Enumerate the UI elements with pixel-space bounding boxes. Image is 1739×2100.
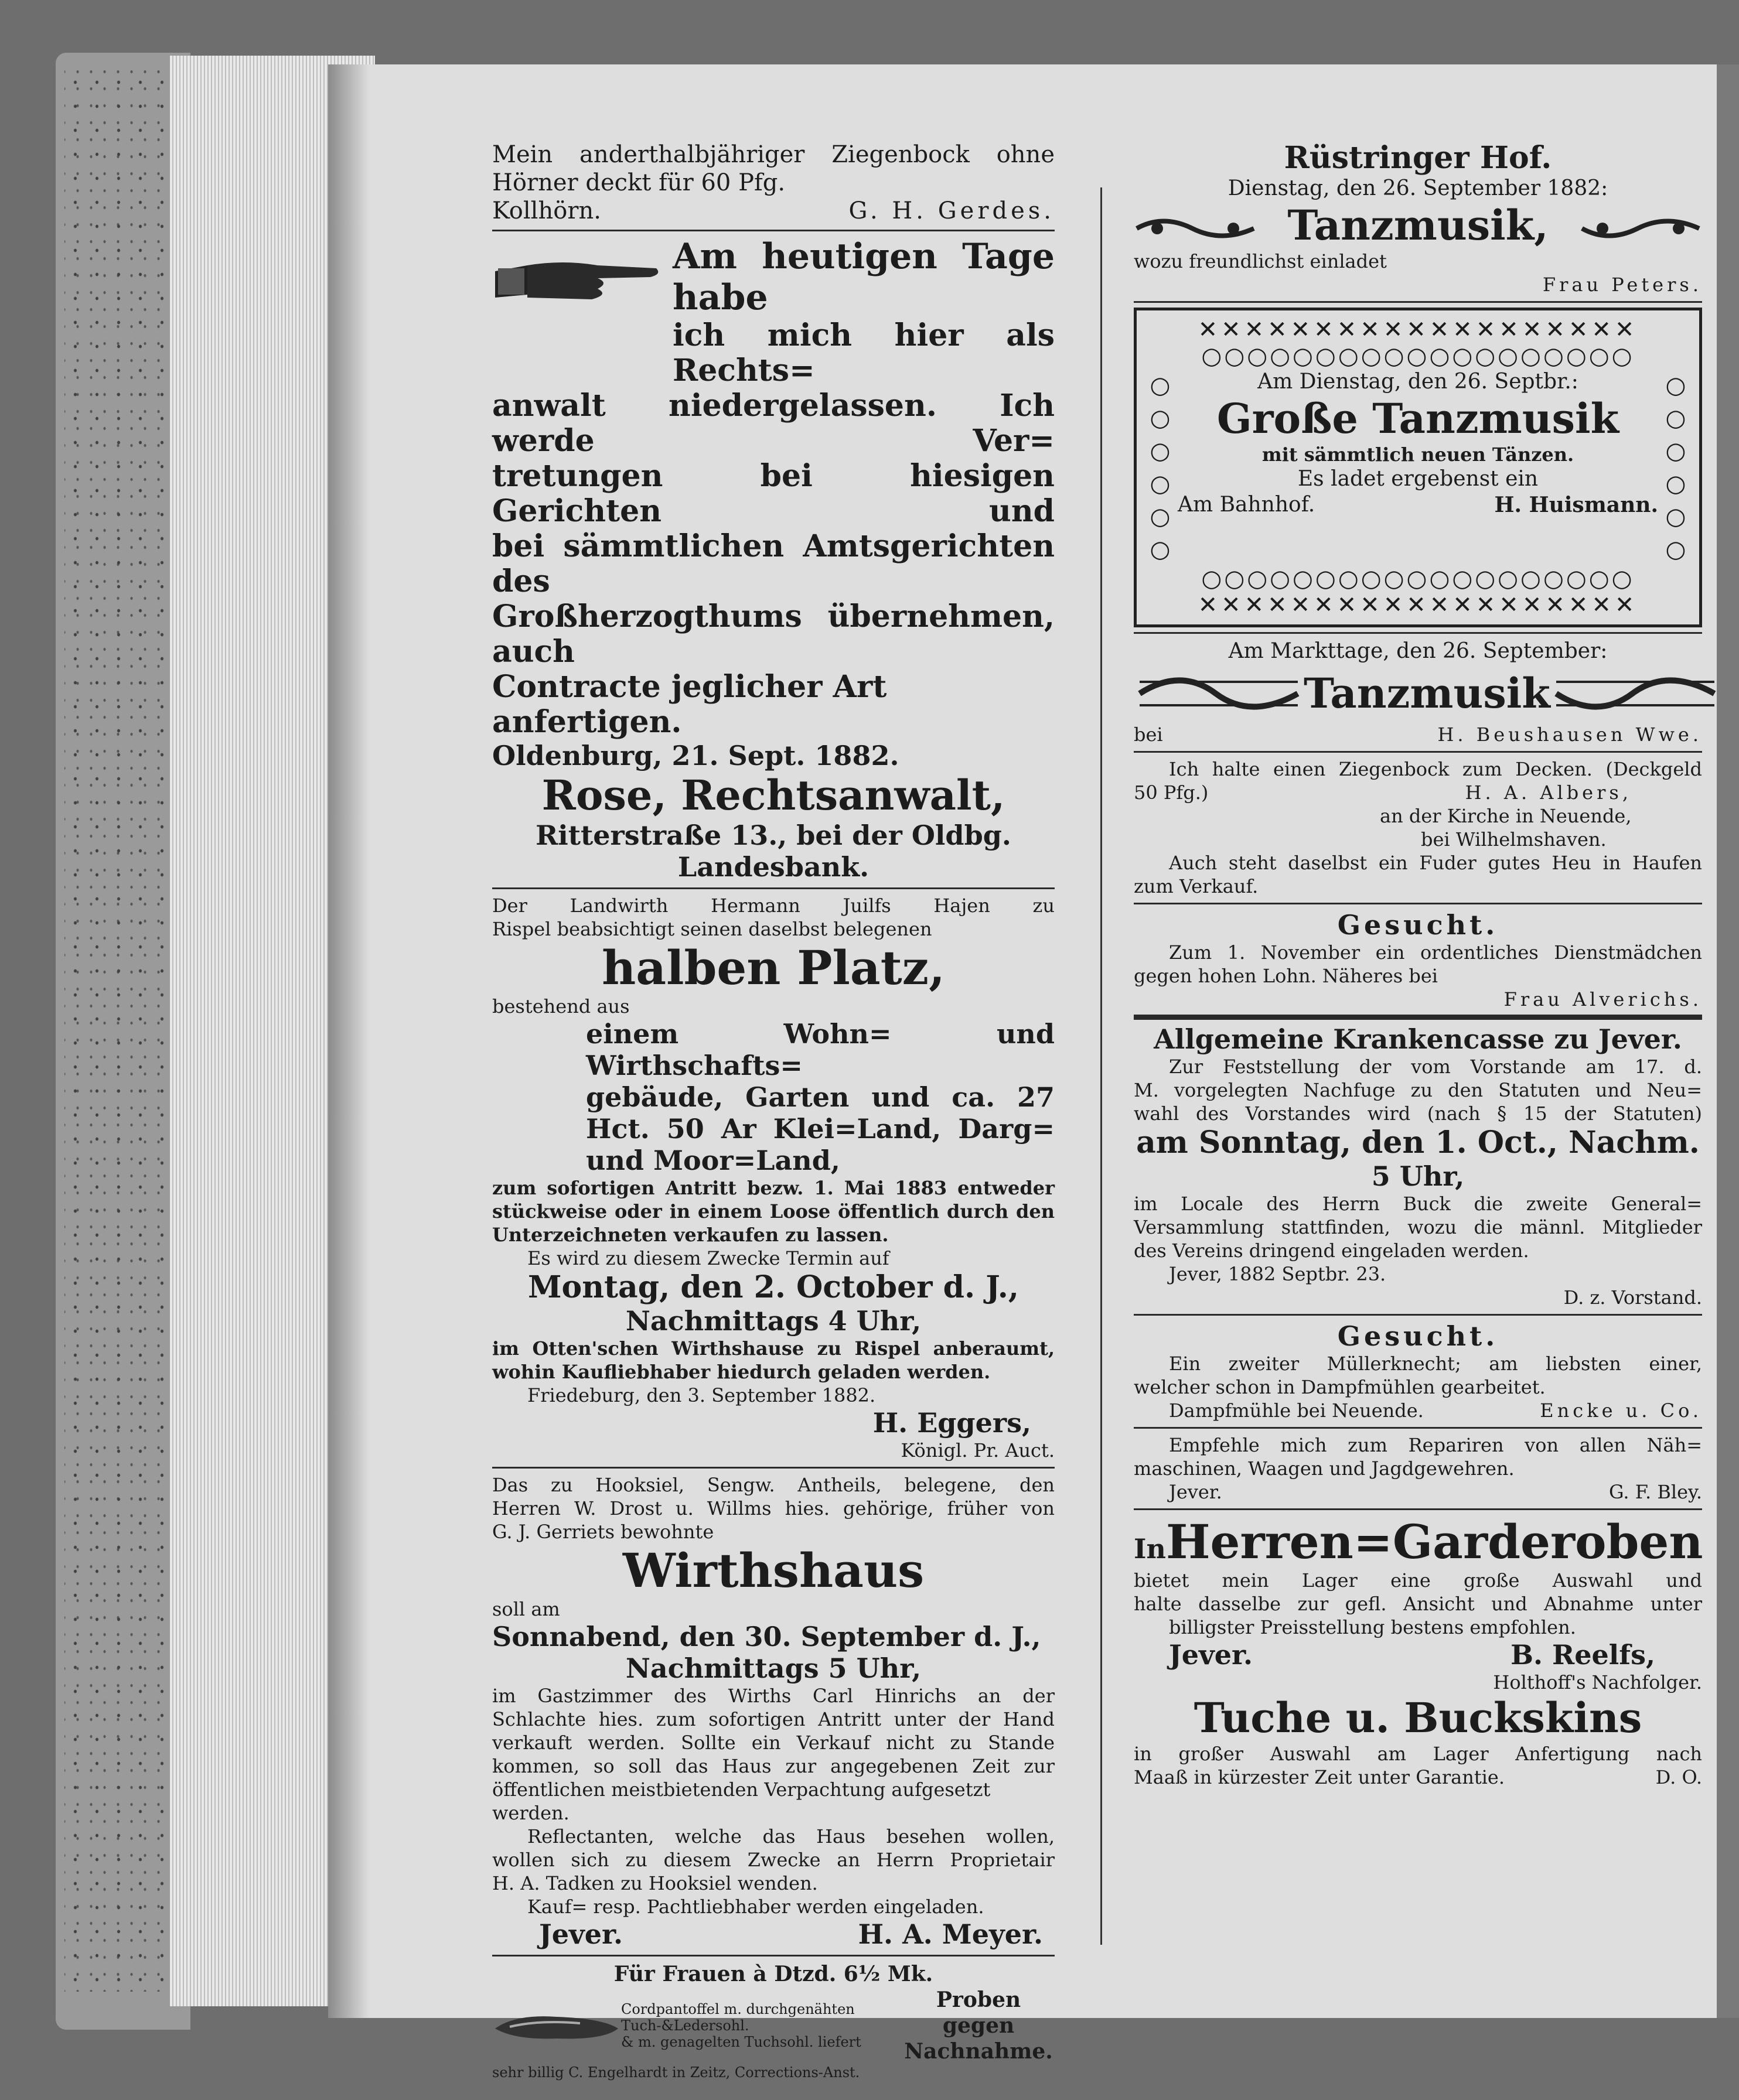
garderobe-l1: bietet mein Lager eine große Auswahl und (1134, 1569, 1702, 1592)
gesucht2-place: Dampfmühle bei Neuende. (1169, 1399, 1424, 1422)
tuche-signer: D. O. (1655, 1766, 1702, 1788)
tuche-ad (1134, 1694, 1702, 1789)
marbled-edge (64, 70, 182, 1992)
gesucht2-l1: Ein zweiter Müllerknecht; am liebsten einer, (1169, 1353, 1702, 1375)
lawyer-ad-l7: Contracte jeglicher Art anfertigen. (492, 669, 887, 740)
framed-place: Am Bahnhof. (1178, 493, 1315, 517)
bley-place: Jever. (1169, 1481, 1222, 1503)
gesucht1-ad (1134, 909, 1702, 1011)
divider (1134, 903, 1702, 904)
divider (1134, 751, 1702, 753)
inn-ad-l12: Reflectanten, welche das Haus besehen wollen, (527, 1825, 1055, 1848)
framed-title: Große Tanzmusik (1216, 394, 1619, 443)
inn-ad-l1: Das zu Hooksiel, Sengw. Antheils, belegene, den (492, 1474, 1055, 1496)
garderobe-ad (1134, 1515, 1702, 1694)
garderobe-head (1134, 1515, 1702, 1569)
markt-bei: bei (1134, 723, 1163, 746)
goat2-l2: 50 Pfg.) (1134, 781, 1209, 804)
lawyer-ad-l5: bei sämmtlichen Amtsgerichten des (492, 528, 1055, 599)
sale-ad-l4: einem Wohn= und Wirthschafts= (586, 1018, 1055, 1081)
goat-ad-footer (492, 197, 1055, 225)
ornament-left-icon (1134, 664, 1304, 723)
ornament-left-icon (1134, 208, 1257, 243)
garderobe-footer (1134, 1639, 1702, 1671)
ruestringer-date: Dienstag, den 26. September 1882: (1227, 176, 1608, 200)
slipper-ad-p3: & m. genagelten Tuchsohl. liefert (621, 2034, 861, 2050)
lawyer-ad-name: Rose, Rechtsanwalt, (541, 771, 1005, 819)
inn-ad-signer: H. A. Meyer. (858, 1918, 1043, 1950)
inn-ad-l13: wollen sich zu diesem Zwecke an Herrn Proprietair (492, 1849, 1055, 1871)
divider (492, 887, 1055, 889)
divider (492, 230, 1055, 231)
sale-ad-l15: wohin Kaufliebhaber hiedurch geladen werden. (492, 1361, 991, 1383)
gesucht1-title: Gesucht. (1337, 909, 1499, 941)
goat-ad-signer: G. H. Gerdes. (848, 197, 1055, 224)
kasse-l7: Versammlung stattfinden, wozu die männl. Mitglieder (1134, 1216, 1702, 1238)
ruestringer-title: Rüstringer Hof. (1284, 140, 1552, 176)
tuche-l2: Maaß in kürzester Zeit unter Garantie. (1134, 1766, 1505, 1788)
frame-side-left: ○ ○ ○ ○ ○ ○ (1150, 372, 1171, 563)
kasse-title: Allgemeine Krankencasse zu Jever. (1154, 1023, 1682, 1055)
markt-date: Am Markttage, den 26. September: (1228, 639, 1608, 663)
lawyer-ad-l4: tretungen bei hiesigen Gerichten und (492, 458, 1055, 529)
slipper-ad-right (902, 1987, 1055, 2064)
slipper-ad-title: Für Frauen à Dtzd. 6½ Mk. (613, 1962, 933, 1986)
slipper-ad-right1: Proben gegen (936, 1988, 1021, 2038)
framed-invite: Es ladet ergebenst ein (1297, 467, 1539, 491)
inn-ad-l15: Kauf= resp. Pachtliebhaber werden eingeladen. (527, 1896, 984, 1918)
divider (492, 1955, 1055, 1956)
goat2-addr2: bei Wilhelmshaven. (1421, 828, 1607, 851)
sale-ad-l2: Rispel beabsichtigt seinen daselbst belegenen (492, 918, 932, 940)
inn-ad-l2: Herren W. Drost u. Willms hies. gehörige, früher von (492, 1497, 1055, 1519)
lawyer-ad (492, 236, 1055, 883)
inn-ad-l14: H. A. Tadken zu Hooksiel wenden. (492, 1872, 818, 1894)
slipper-ad-body (492, 1987, 1055, 2064)
inn-ad-l8: Schlachte hies. zum sofortigen Antritt unter der Hand (492, 1708, 1055, 1730)
gesucht1-l1: Zum 1. November ein ordentliches Dienstmädchen (1169, 941, 1702, 964)
gesucht2-title: Gesucht. (1337, 1320, 1499, 1352)
kasse-ad (1134, 1023, 1702, 1309)
column-divider (1100, 187, 1102, 1945)
divider (1134, 301, 1702, 303)
sale-ad (492, 894, 1055, 1462)
goat2-l1: Ich halte einen Ziegenbock zum Decken. (Deckgeld (1169, 758, 1702, 780)
goat-ad-place: Kollhörn. (492, 197, 601, 224)
goat-ad (492, 141, 1055, 225)
pointing-hand-icon (492, 248, 662, 306)
lawyer-ad-l6: Großherzogthums übernehmen, auch (492, 599, 1055, 670)
sale-ad-l14: im Otten'schen Wirthshause zu Rispel anberaumt, (492, 1337, 1055, 1360)
sale-ad-signer: H. Eggers, (872, 1407, 1031, 1439)
goat2-row (1134, 781, 1702, 804)
goat2-ad (1134, 757, 1702, 898)
framed-sub: mit sämmtlich neuen Tänzen. (1261, 443, 1574, 466)
kasse-l5: 5 Uhr, (1371, 1160, 1465, 1192)
slipper-ad (492, 1961, 1055, 2081)
goat-ad-line2: Hörner deckt für 60 Pfg. (492, 169, 786, 196)
garderobe-place: Jever. (1169, 1639, 1253, 1671)
frame-border-o-bottom: ○○○○○○○○○○○○○○○○○○○ (1201, 566, 1635, 592)
inn-ad-l7: im Gastzimmer des Wirths Carl Hinrichs an der (492, 1685, 1055, 1707)
frame-side-right: ○ ○ ○ ○ ○ ○ (1665, 372, 1686, 563)
ornament-right-icon (1579, 208, 1702, 243)
goat-ad-line1: Mein anderthalbjähriger Ziegenbock ohne (492, 141, 1055, 168)
bley-signer: G. F. Bley. (1608, 1481, 1702, 1503)
sale-ad-l8: zum sofortigen Antritt bezw. 1. Mai 1883 entweder (492, 1177, 1055, 1199)
inn-ad-l11: öffentlichen meistbietenden Verpachtung aufgesetzt werden. (492, 1778, 991, 1824)
garderobe-signer: B. Reelfs, (1510, 1639, 1655, 1671)
inn-ad (492, 1473, 1055, 1950)
ruestringer-ad (1134, 141, 1702, 296)
page-gutter (328, 64, 369, 2018)
inn-ad-l4: soll am (492, 1598, 560, 1620)
ruestringer-event-row (1134, 202, 1702, 250)
tuche-l1: in großer Auswahl am Lager Anfertigung nach (1134, 1743, 1702, 1765)
garderobe-l3: billigster Preisstellung bestens empfohlen. (1169, 1616, 1576, 1638)
framed-dance-ad (1134, 308, 1702, 627)
garderobe-sub: Holthoff's Nachfolger. (1493, 1671, 1702, 1693)
sale-ad-l3: bestehend aus (492, 995, 630, 1017)
markt-event-row (1134, 664, 1702, 723)
sale-ad-l16: Friedeburg, den 3. September 1882. (527, 1384, 876, 1406)
divider (1134, 632, 1702, 634)
ruestringer-event: Tanzmusik, (1287, 201, 1549, 250)
divider (1134, 1508, 1702, 1510)
divider (1134, 1314, 1702, 1316)
ornament-right-icon (1550, 664, 1720, 723)
frame-border-x-top: ✕✕✕✕✕✕✕✕✕✕✕✕✕✕✕✕✕✕✕ (1198, 316, 1638, 343)
sale-ad-title2: Königl. Pr. Auct. (901, 1439, 1055, 1462)
inn-ad-l6: Nachmittags 5 Uhr, (625, 1652, 922, 1684)
right-column (1134, 141, 1702, 1789)
lawyer-ad-l3: anwalt niedergelassen. Ich werde Ver= (492, 388, 1055, 459)
frame-center (1178, 369, 1658, 566)
kasse-l4: am Sonntag, den 1. Oct., Nachm. (1136, 1125, 1700, 1160)
lawyer-ad-addr2: Landesbank. (677, 851, 870, 883)
gesucht1-signer: Frau Alverichs. (1503, 988, 1702, 1010)
page-right-edge (1717, 64, 1739, 2018)
ruestringer-invite: wozu freundlichst einladet (1134, 250, 1387, 272)
slipper-ad-p2: Tuch-&Ledersohl. (621, 2017, 749, 2034)
markt-signer: H. Beushausen Wwe. (1437, 723, 1702, 746)
markt-event: Tanzmusik (1304, 669, 1550, 718)
lawyer-ad-date: Oldenburg, 21. Sept. 1882. (492, 740, 899, 771)
kasse-l1: Zur Feststellung der vom Vorstande am 17. d. (1169, 1056, 1702, 1078)
frame-border-o-top: ○○○○○○○○○○○○○○○○○○○ (1201, 343, 1635, 369)
inn-ad-l3: G. J. Gerriets bewohnte (492, 1521, 714, 1543)
slipper-icon (492, 2008, 621, 2043)
gesucht2-signer: Encke u. Co. (1540, 1399, 1702, 1422)
divider (492, 1467, 1055, 1469)
inn-ad-l5: Sonnabend, den 30. September d. J., (492, 1621, 1041, 1652)
frame-inner (1143, 369, 1693, 566)
lawyer-ad-head (492, 236, 1055, 318)
sale-ad-l6: Hct. 50 Ar Klei=Land, Darg= (586, 1113, 1055, 1145)
goat2-signer: H. A. Albers, (1465, 781, 1632, 804)
sale-ad-l7: und Moor=Land, (586, 1145, 840, 1176)
slipper-ad-text (621, 2001, 902, 2050)
bley-footer (1134, 1480, 1702, 1504)
inn-ad-l9: verkauft werden. Sollte ein Verkauf nicht zu Stande (492, 1732, 1055, 1754)
markt-footer (1134, 723, 1702, 746)
gesucht1-l2: gegen hohen Lohn. Näheres bei (1134, 965, 1438, 987)
sale-ad-title: halben Platz, (602, 940, 945, 995)
sale-ad-l11: Es wird zu diesem Zwecke Termin auf (527, 1247, 889, 1269)
bley-l2: maschinen, Waagen und Jagdgewehren. (1134, 1457, 1515, 1480)
kasse-l6: im Locale des Herrn Buck die zweite General= (1134, 1193, 1702, 1215)
tuche-title: Tuche u. Buckskins (1194, 1693, 1642, 1742)
left-column (492, 141, 1055, 2081)
inn-ad-title: Wirthshaus (622, 1543, 925, 1598)
goat2-addr1: an der Kirche in Neuende, (1380, 805, 1632, 827)
slipper-ad-p4: sehr billig C. Engelhardt in Zeitz, Corrections-Anst. (492, 2064, 860, 2081)
sale-ad-l5: gebäude, Garten und ca. 27 (586, 1081, 1055, 1113)
framed-signer: H. Huismann. (1494, 493, 1658, 517)
garderobe-in: In (1134, 1533, 1166, 1565)
garderobe-l2: halte dasselbe zur gefl. Ansicht und Abnahme unter (1134, 1593, 1702, 1615)
bley-l1: Empfehle mich zum Repariren von allen Näh= (1169, 1434, 1702, 1456)
goat2-l4: zum Verkauf. (1134, 875, 1259, 897)
inn-ad-place: Jever. (539, 1918, 623, 1950)
goat2-l3: Auch steht daselbst ein Fuder gutes Heu in Haufen (1169, 852, 1702, 874)
inn-ad-footer (492, 1918, 1055, 1950)
gesucht2-l2: welcher schon in Dampfmühlen gearbeitet. (1134, 1376, 1546, 1398)
sale-ad-l1: Der Landwirth Hermann Juilfs Hajen zu (492, 894, 1055, 917)
kasse-l9: Jever, 1882 Septbr. 23. (1169, 1263, 1386, 1285)
sale-ad-l12: Montag, den 2. October d. J., (527, 1269, 1019, 1305)
double-divider (1134, 1015, 1702, 1020)
divider (1134, 1427, 1702, 1429)
gesucht2-ad (1134, 1320, 1702, 1422)
framed-date: Am Dienstag, den 26. Septbr.: (1257, 370, 1578, 394)
sale-ad-l13: Nachmittags 4 Uhr, (625, 1305, 922, 1337)
lawyer-ad-l2: ich mich hier als Rechts= (673, 317, 1055, 388)
lawyer-ad-addr1: Ritterstraße 13., bei der Oldbg. (536, 819, 1011, 851)
slipper-ad-right2: Nachnahme. (904, 2039, 1053, 2064)
markt-ad (1134, 638, 1702, 746)
frame-border-x-bottom: ✕✕✕✕✕✕✕✕✕✕✕✕✕✕✕✕✕✕✕ (1198, 592, 1638, 619)
slipper-ad-p1: Cordpantoffel m. durchgenähten (621, 2001, 855, 2017)
sale-ad-l9: stückweise oder in einem Loose öffentlich durch den (492, 1200, 1055, 1223)
sale-ad-l10: Unterzeichneten verkaufen zu lassen. (492, 1224, 889, 1246)
kasse-l3: wahl des Vorstandes wird (nach § 15 der Statuten) (1134, 1102, 1702, 1125)
inn-ad-l10: kommen, so soll das Haus zur angegebenen Zeit zur (492, 1755, 1055, 1777)
garderobe-title: Herren=Garderoben (1165, 1514, 1703, 1569)
kasse-l2: M. vorgelegten Nachfuge zu den Statuten und Neu= (1134, 1079, 1702, 1101)
ruestringer-signer: Frau Peters. (1542, 274, 1702, 296)
tuche-footer (1134, 1766, 1702, 1789)
bley-ad (1134, 1433, 1702, 1504)
kasse-signer: D. z. Vorstand. (1563, 1286, 1702, 1309)
gesucht2-footer (1134, 1399, 1702, 1422)
framed-footer (1178, 492, 1658, 518)
lawyer-ad-l1: Am heutigen Tage habe (673, 236, 1055, 318)
kasse-l8: des Vereins dringend eingeladen werden. (1134, 1239, 1529, 1262)
